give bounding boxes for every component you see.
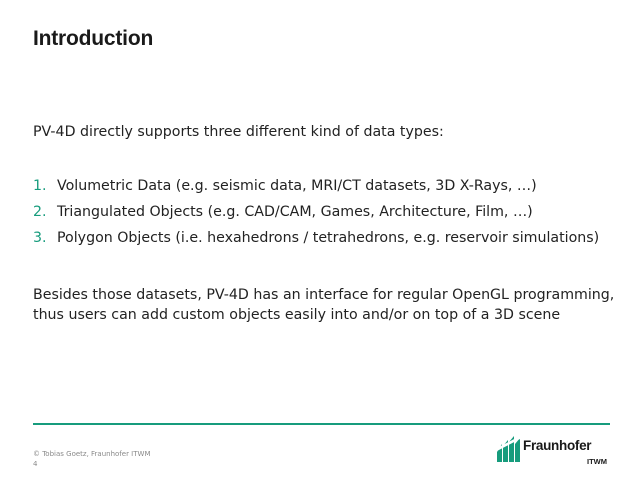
data-type-list: [33, 176, 599, 254]
footer-copyright: [33, 449, 150, 469]
intro-text: PV-4D directly supports three different kind of data types:: [33, 124, 444, 140]
list-item-text: Volumetric Data (e.g. seismic data, MRI/CT datasets, 3D X-Rays, …): [57, 178, 537, 194]
footer-divider: [33, 423, 610, 425]
list-item: [33, 228, 599, 254]
closing-line: thus users can add custom objects easily into and/or on top of a 3D scene: [33, 307, 561, 323]
list-item-text: Triangulated Objects (e.g. CAD/CAM, Games, Architecture, Film, …): [57, 204, 533, 220]
slide-title: Introduction: [33, 27, 154, 50]
list-item-text: Polygon Objects (i.e. hexahedrons / tetrahedrons, e.g. reservoir simulations): [57, 230, 600, 246]
list-number: 2.: [33, 204, 47, 220]
fraunhofer-logo-icon: [497, 436, 521, 462]
page-number: 4: [33, 460, 38, 468]
closing-paragraph: [33, 285, 614, 325]
fraunhofer-logo: [497, 436, 611, 470]
list-item: [33, 176, 599, 202]
list-number: 3.: [33, 230, 47, 246]
list-number: 1.: [33, 178, 47, 194]
closing-line: Besides those datasets, PV-4D has an interface for regular OpenGL programming,: [33, 287, 615, 303]
logo-unit: ITWM: [587, 457, 607, 466]
list-item: [33, 202, 599, 228]
logo-name: Fraunhofer: [523, 438, 592, 453]
copyright-text: © Tobias Goetz, Fraunhofer ITWM: [33, 450, 151, 458]
